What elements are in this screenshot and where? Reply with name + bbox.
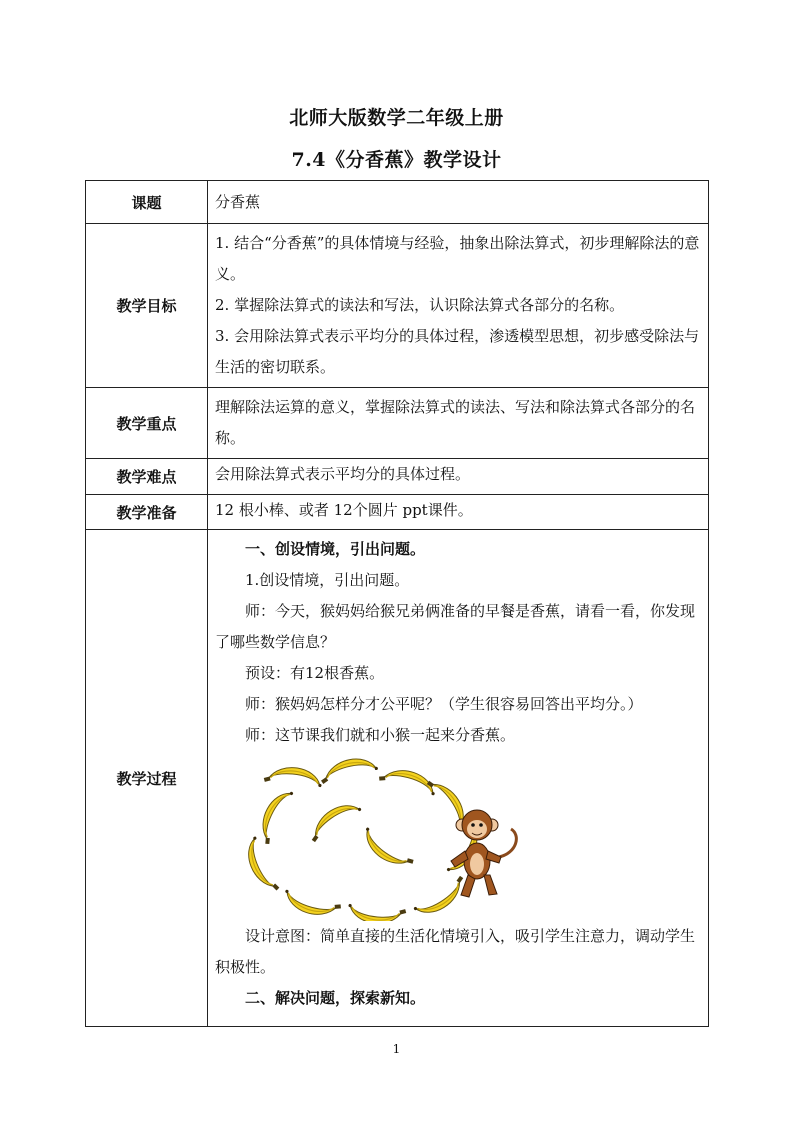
banana-icon xyxy=(252,785,298,845)
content-topic: 分香蕉 xyxy=(208,181,709,224)
goal-item: 2. 掌握除法算式的读法和写法，认识除法算式各部分的名称。 xyxy=(215,296,625,314)
design-intent-text: 设计意图：简单直接的生活化情境引入，吸引学生注意力，调动学生积极性。 xyxy=(215,927,696,976)
content-prep: 12 根小棒、或者 12个圆片 ppt课件。 xyxy=(208,495,709,530)
banana-icon xyxy=(242,835,280,896)
content-process xyxy=(208,530,709,1027)
row-process xyxy=(86,530,709,1027)
goal-item: 1. 结合“分香蕉”的具体情境与经验，抽象出除法算式，初步理解除法的意义。 xyxy=(215,234,700,283)
banana-icon xyxy=(263,763,324,792)
row-difficult xyxy=(86,459,709,495)
banana-icon xyxy=(411,875,471,921)
dialogue-text: 师：猴妈妈怎样分才公平呢？（学生很容易回答出平均分。） xyxy=(245,695,643,713)
label-topic: 课题 xyxy=(86,181,208,224)
bananas-monkey-illustration xyxy=(215,751,700,921)
row-goals xyxy=(86,224,709,388)
lesson-plan-table xyxy=(85,180,709,1027)
label-key: 教学重点 xyxy=(86,388,208,459)
banana-icon xyxy=(358,824,415,876)
label-prep: 教学准备 xyxy=(86,495,208,530)
dialogue-text: 预设：有12根香蕉。 xyxy=(245,664,385,682)
content-key: 理解除法运算的意义，掌握除法算式的读法、写法和除法算式各部分的名称。 xyxy=(208,388,709,459)
banana-icon xyxy=(346,899,407,921)
row-key xyxy=(86,388,709,459)
label-goals: 教学目标 xyxy=(86,224,208,388)
row-prep xyxy=(86,495,709,530)
dialogue-text: 师：这节课我们就和小猴一起来分香蕉。 xyxy=(245,726,516,744)
goal-item: 3. 会用除法算式表示平均分的具体过程，渗透模型思想，初步感受除法与生活的密切联系。 xyxy=(215,327,700,376)
content-goals xyxy=(208,224,709,388)
dialogue-text: 师：今天，猴妈妈给猴兄弟俩准备的早餐是香蕉，请看一看，你发现了哪些数学信息？ xyxy=(215,602,696,651)
illustration-svg xyxy=(215,751,535,921)
banana-group xyxy=(242,755,488,921)
document-title: 北师大版数学二年级上册 xyxy=(289,107,504,129)
banana-icon xyxy=(281,885,342,921)
banana-icon xyxy=(318,755,379,784)
row-topic xyxy=(86,181,709,224)
document-subtitle: 7.4《分香蕉》教学设计 xyxy=(291,149,502,171)
label-process: 教学过程 xyxy=(86,530,208,1027)
banana-icon xyxy=(378,762,439,800)
monkey-icon xyxy=(451,810,516,897)
label-difficult: 教学难点 xyxy=(86,459,208,495)
section-heading: 二、解决问题，探索新知。 xyxy=(245,989,426,1007)
section-heading: 一、创设情境，引出问题。 xyxy=(245,540,426,558)
content-difficult: 会用除法算式表示平均分的具体过程。 xyxy=(208,459,709,495)
banana-icon xyxy=(304,797,364,843)
step-text: 1.创设情境，引出问题。 xyxy=(245,571,410,589)
page-number: 1 xyxy=(392,1042,401,1056)
